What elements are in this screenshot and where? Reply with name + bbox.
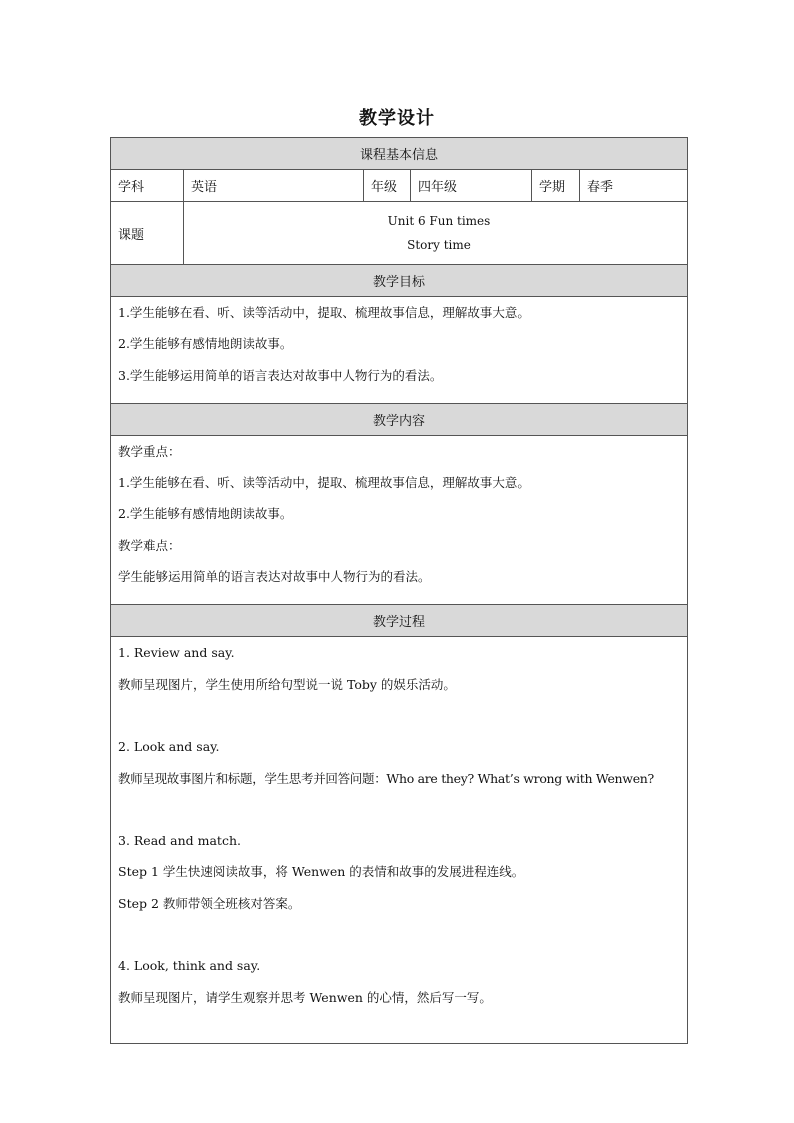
content-body [111,436,687,605]
section-goals [111,265,687,297]
difficult-points-label: 教学难点： [118,537,181,553]
process-step-text: 教师呈现故事图片和标题，学生思考并回答问题：Who are they? What’s wrong with Wenwen? [118,770,654,786]
lesson-plan-table [110,137,688,1044]
process-step-text: 教师呈现图片，请学生观察并思考 Wenwen 的心情，然后写一写。 [118,989,492,1005]
goal-item: 1.学生能够在看、听、读等活动中，提取、梳理故事信息，理解故事大意。 [118,305,530,320]
section-goals-label: 教学目标 [372,275,425,290]
section-process-label: 教学过程 [372,615,425,631]
process-step-title: 2. Look and say. [118,739,220,755]
blank-line [118,800,680,831]
key-points-label: 教学重点： [118,443,181,459]
grade-label: 年级 [364,170,411,201]
section-content [111,404,687,436]
subject-value: 英语 [184,170,364,201]
key-point-item: 1.学生能够在看、听、读等活动中，提取、梳理故事信息，理解故事大意。 [118,475,530,491]
topic-value [184,202,687,264]
section-content-label: 教学内容 [372,413,425,429]
process-step-title: 3. Read and match. [118,833,241,849]
process-step-title: 4. Look, think and say. [118,958,261,974]
subject-label: 学科 [111,170,184,201]
topic-row [111,202,687,265]
document-title: 教学设计 [359,108,435,129]
goal-item: 2.学生能够有感情地朗读故事。 [118,336,293,352]
process-step-text: Step 2 教师带领全班核对答案。 [118,895,301,911]
term-value: 春季 [587,180,614,195]
basic-info-row [111,170,687,202]
goal-item: 3.学生能够运用简单的语言表达对故事中人物行为的看法。 [118,367,443,383]
section-process [111,605,687,637]
topic-line-part: Story time [407,238,471,252]
blank-line [118,706,680,737]
difficult-point-text: 学生能够运用简单的语言表达对故事中人物行为的看法。 [118,569,431,585]
process-step-text: Step 1 学生快速阅读故事，将 Wenwen 的表情和故事的发展进程连线。 [118,864,525,880]
topic-line-unit: Unit 6 Fun times [387,214,491,228]
goals-body [111,297,687,404]
topic-label: 课题 [111,202,184,264]
grade-value: 四年级 [411,170,532,201]
section-basic-info-label: 课程基本信息 [359,148,438,163]
section-basic-info [111,138,687,170]
key-point-item: 2.学生能够有感情地朗读故事。 [118,506,293,522]
process-step-title: 1. Review and say. [118,645,235,661]
process-step-text: 教师呈现图片，学生使用所给句型说一说 Toby 的娱乐活动。 [118,676,456,692]
blank-line [118,925,680,956]
term-label: 学期 [532,170,580,201]
process-body [111,637,687,1043]
